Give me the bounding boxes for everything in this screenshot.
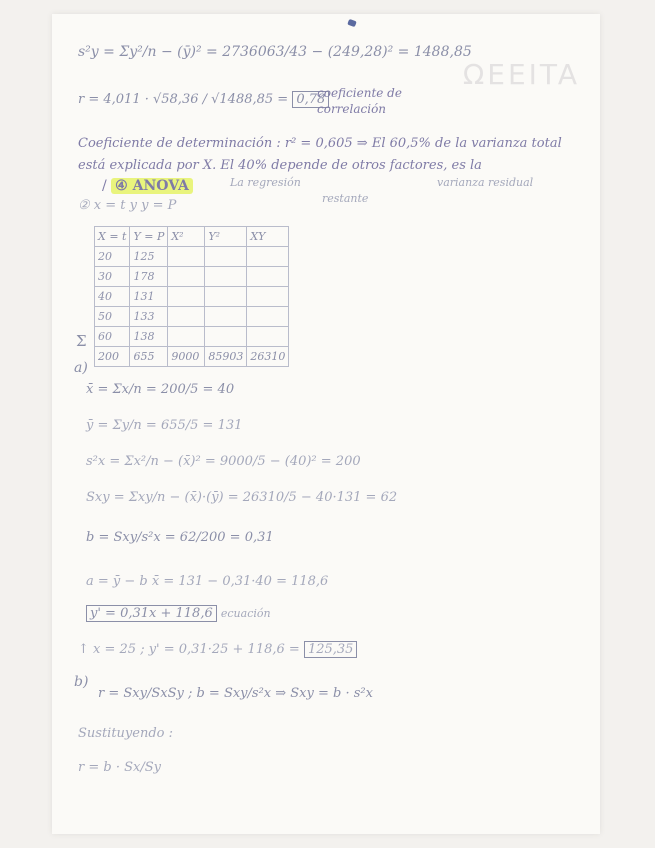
table-cell (247, 287, 289, 307)
table-cell: 131 (130, 287, 168, 307)
table-cell (205, 327, 247, 347)
table-cell: 125 (130, 247, 168, 267)
table-cell: 138 (130, 327, 168, 347)
table-row (95, 267, 289, 287)
sum-symbol: Σ (76, 332, 87, 350)
table-cell (247, 327, 289, 347)
prediction-formula: ↑ x = 25 ; y' = 0,31·25 + 118,6 = (78, 642, 300, 657)
table-cell (247, 267, 289, 287)
explained-line: está explicada por X. El 40% depende de otros factores, es la (78, 158, 482, 173)
table-header: Y² (205, 227, 247, 247)
table-row (95, 247, 289, 267)
regression-equation: y' = 0,31x + 118,6 (86, 605, 217, 622)
table-header: X² (168, 227, 205, 247)
table-header: XY (247, 227, 289, 247)
correlation-note-2: correlación (317, 102, 387, 116)
table-cell (168, 267, 205, 287)
part-b-label: b) (74, 674, 89, 690)
table-cell (205, 267, 247, 287)
variables-line: ② x = t y y = P (78, 198, 177, 213)
correlation-note-1: coeficiente de (317, 86, 402, 100)
paper-sheet (52, 14, 600, 834)
residual-note: varianza residual (437, 176, 534, 189)
regression-equation-line (86, 606, 271, 621)
relation-line: r = Sxy/SxSy ; b = Sxy/s²x ⇒ Sxy = b · s²x (98, 686, 373, 701)
table-cell (168, 287, 205, 307)
anova-highlight: ④ ANOVA (111, 178, 193, 194)
intercept-line: a = ȳ − b x̄ = 131 − 0,31·40 = 118,6 (86, 574, 329, 589)
sum-cell: 200 (95, 347, 130, 367)
substituting-line: Sustituyendo : (78, 726, 173, 741)
determination-line: Coeficiente de determinación : r² = 0,605 ⇒ El 60,5% de la varianza total (78, 136, 562, 151)
table-sum-row (95, 347, 289, 367)
prediction-result: 125,35 (304, 641, 358, 658)
variance-y-line: s²y = Σy²/n − (ȳ)² = 2736063/43 − (249,28)² = 1488,85 (78, 44, 472, 60)
table-cell: 40 (95, 287, 130, 307)
data-table (94, 226, 289, 367)
correlation-formula: r = 4,011 · √58,36 / √1488,85 = (78, 92, 289, 107)
equation-note: ecuación (220, 607, 271, 620)
slope-line: b = Sxy/s²x = 62/200 = 0,31 (86, 530, 274, 545)
table-cell (168, 247, 205, 267)
part-a-label: a) (74, 360, 88, 376)
r-formula-line: r = b · Sx/Sy (78, 760, 161, 775)
variance-x-line: s²x = Σx²/n − (x̄)² = 9000/5 − (40)² = 200 (86, 454, 361, 469)
table-cell (247, 307, 289, 327)
pin-mark (347, 19, 357, 27)
correlation-result: 0,78 (292, 91, 329, 108)
sum-cell: 9000 (168, 347, 205, 367)
table-header: X = t (95, 227, 130, 247)
table-cell: 178 (130, 267, 168, 287)
table-header: Y = P (130, 227, 168, 247)
table-cell: 30 (95, 267, 130, 287)
table-cell: 50 (95, 307, 130, 327)
table-cell (247, 247, 289, 267)
table-cell: 20 (95, 247, 130, 267)
table-cell (168, 327, 205, 347)
table-cell: 133 (130, 307, 168, 327)
bleed-through-text: ΩEEITA (462, 58, 580, 91)
sum-cell: 85903 (205, 347, 247, 367)
mean-y-line: ȳ = Σy/n = 655/5 = 131 (86, 418, 243, 433)
prediction-line (78, 642, 357, 657)
table-cell (168, 307, 205, 327)
table-row (95, 307, 289, 327)
mean-x-line: x̄ = Σx/n = 200/5 = 40 (86, 382, 235, 397)
covariance-line: Sxy = Σxy/n − (x̄)·(ȳ) = 26310/5 − 40·131 = 62 (86, 490, 398, 505)
sum-cell: 655 (130, 347, 168, 367)
correlation-line (78, 92, 329, 107)
table-header-row (95, 227, 289, 247)
table-cell: 60 (95, 327, 130, 347)
regression-note: La regresión (230, 176, 301, 189)
table-cell (205, 287, 247, 307)
table-row (95, 327, 289, 347)
table-cell (205, 307, 247, 327)
anova-heading: / ④ ANOVA (102, 178, 193, 194)
anova-title: ANOVA (132, 178, 189, 194)
table-cell (205, 247, 247, 267)
table-row (95, 287, 289, 307)
sum-cell: 26310 (247, 347, 289, 367)
remaining-note: restante (322, 192, 369, 205)
